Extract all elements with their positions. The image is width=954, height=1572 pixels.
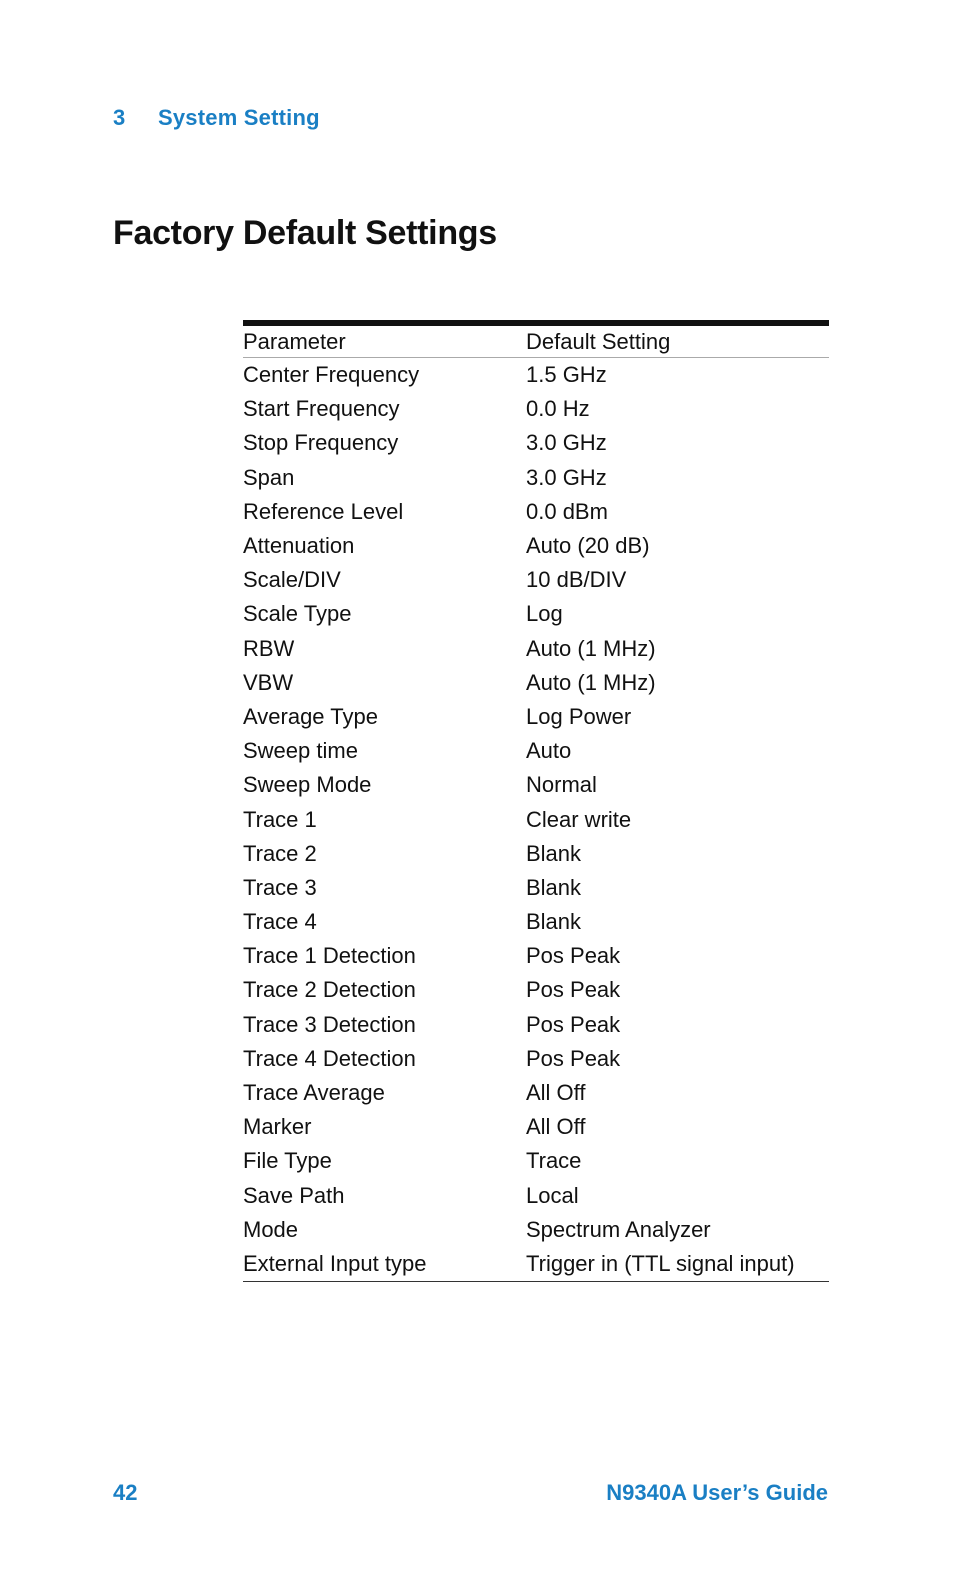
parameter-cell: Marker <box>243 1114 312 1140</box>
parameter-cell: Attenuation <box>243 533 355 559</box>
parameter-cell: Center Frequency <box>243 362 420 388</box>
chapter-number: 3 <box>113 105 126 130</box>
default-setting-cell: Auto (20 dB) <box>526 533 650 559</box>
page-number: 42 <box>113 1480 138 1505</box>
default-setting-cell: Auto <box>526 738 572 764</box>
parameter-cell: RBW <box>243 635 295 661</box>
parameter-cell: File Type <box>243 1148 332 1174</box>
parameter-cell: Mode <box>243 1216 299 1242</box>
default-setting-cell: 3.0 GHz <box>526 464 607 490</box>
factory-defaults-table <box>243 326 829 1281</box>
table-row <box>243 597 829 631</box>
default-setting-cell: All Off <box>526 1080 586 1106</box>
table-row <box>243 1042 829 1076</box>
default-setting-cell: Trigger in (TTL signal input) <box>526 1250 795 1276</box>
parameter-cell: Trace Average <box>243 1080 385 1106</box>
table-row <box>243 666 829 700</box>
table-row <box>243 461 829 495</box>
default-setting-cell: Local <box>526 1182 579 1208</box>
default-setting-cell: Log <box>526 601 563 627</box>
table-row <box>243 1179 829 1213</box>
table-row <box>243 426 829 460</box>
table-row <box>243 392 829 426</box>
settings-table-container <box>243 320 829 1282</box>
default-setting-cell: 0.0 dBm <box>526 498 608 524</box>
default-setting-cell: Auto (1 MHz) <box>526 669 656 695</box>
table-row <box>243 563 829 597</box>
parameter-cell: Span <box>243 464 295 490</box>
default-setting-cell: 10 dB/DIV <box>526 567 627 593</box>
table-row <box>243 495 829 529</box>
default-setting-cell: Pos Peak <box>526 1011 621 1037</box>
default-setting-cell: Blank <box>526 840 582 866</box>
table-body <box>243 358 829 1282</box>
column-header-default-setting: Default Setting <box>526 326 829 358</box>
table-row <box>243 734 829 768</box>
default-setting-cell: Blank <box>526 909 582 935</box>
default-setting-cell: 0.0 Hz <box>526 396 590 422</box>
table-row <box>243 358 829 393</box>
table-row <box>243 1213 829 1247</box>
default-setting-cell: Log Power <box>526 703 632 729</box>
parameter-cell: Reference Level <box>243 498 404 524</box>
parameter-cell: Sweep time <box>243 738 358 764</box>
table-row <box>243 632 829 666</box>
parameter-cell: Trace 4 <box>243 909 317 935</box>
table-row <box>243 1008 829 1042</box>
table-row <box>243 837 829 871</box>
default-setting-cell: Blank <box>526 874 582 900</box>
parameter-cell: Save Path <box>243 1182 345 1208</box>
default-setting-cell: Trace <box>526 1148 582 1174</box>
parameter-cell: Average Type <box>243 703 378 729</box>
default-setting-cell: Pos Peak <box>526 1045 621 1071</box>
parameter-cell: Stop Frequency <box>243 430 399 456</box>
table-row <box>243 973 829 1007</box>
parameter-cell: Sweep Mode <box>243 772 372 798</box>
table-row <box>243 1247 829 1281</box>
table-row <box>243 768 829 802</box>
table-row <box>243 700 829 734</box>
table-row <box>243 1076 829 1110</box>
parameter-cell: Scale Type <box>243 601 352 627</box>
default-setting-cell: Normal <box>526 772 597 798</box>
table-row <box>243 1110 829 1144</box>
parameter-cell: Trace 2 <box>243 840 317 866</box>
table-row <box>243 905 829 939</box>
table-row <box>243 1144 829 1178</box>
parameter-cell: Trace 2 Detection <box>243 977 416 1003</box>
default-setting-cell: All Off <box>526 1114 586 1140</box>
chapter-header <box>113 105 320 131</box>
table-row <box>243 802 829 836</box>
parameter-cell: Trace 1 Detection <box>243 943 416 969</box>
default-setting-cell: Clear write <box>526 806 632 832</box>
parameter-cell: Trace 1 <box>243 806 317 832</box>
parameter-cell: VBW <box>243 669 294 695</box>
page-title: Factory Default Settings <box>113 214 497 252</box>
default-setting-cell: Auto (1 MHz) <box>526 635 656 661</box>
parameter-cell: Trace 3 Detection <box>243 1011 416 1037</box>
default-setting-cell: 1.5 GHz <box>526 362 607 388</box>
table-row <box>243 529 829 563</box>
column-header-parameter: Parameter <box>243 326 526 358</box>
table-header-row <box>243 326 829 358</box>
default-setting-cell: Pos Peak <box>526 943 621 969</box>
parameter-cell: Trace 3 <box>243 874 317 900</box>
parameter-cell: External Input type <box>243 1250 427 1276</box>
table-row <box>243 939 829 973</box>
default-setting-cell: Pos Peak <box>526 977 621 1003</box>
chapter-title: System Setting <box>158 105 320 130</box>
default-setting-cell: 3.0 GHz <box>526 430 607 456</box>
guide-title: N9340A User’s Guide <box>606 1480 828 1505</box>
default-setting-cell: Spectrum Analyzer <box>526 1216 711 1242</box>
parameter-cell: Trace 4 Detection <box>243 1045 416 1071</box>
table-row <box>243 871 829 905</box>
parameter-cell: Scale/DIV <box>243 567 341 593</box>
parameter-cell: Start Frequency <box>243 396 400 422</box>
